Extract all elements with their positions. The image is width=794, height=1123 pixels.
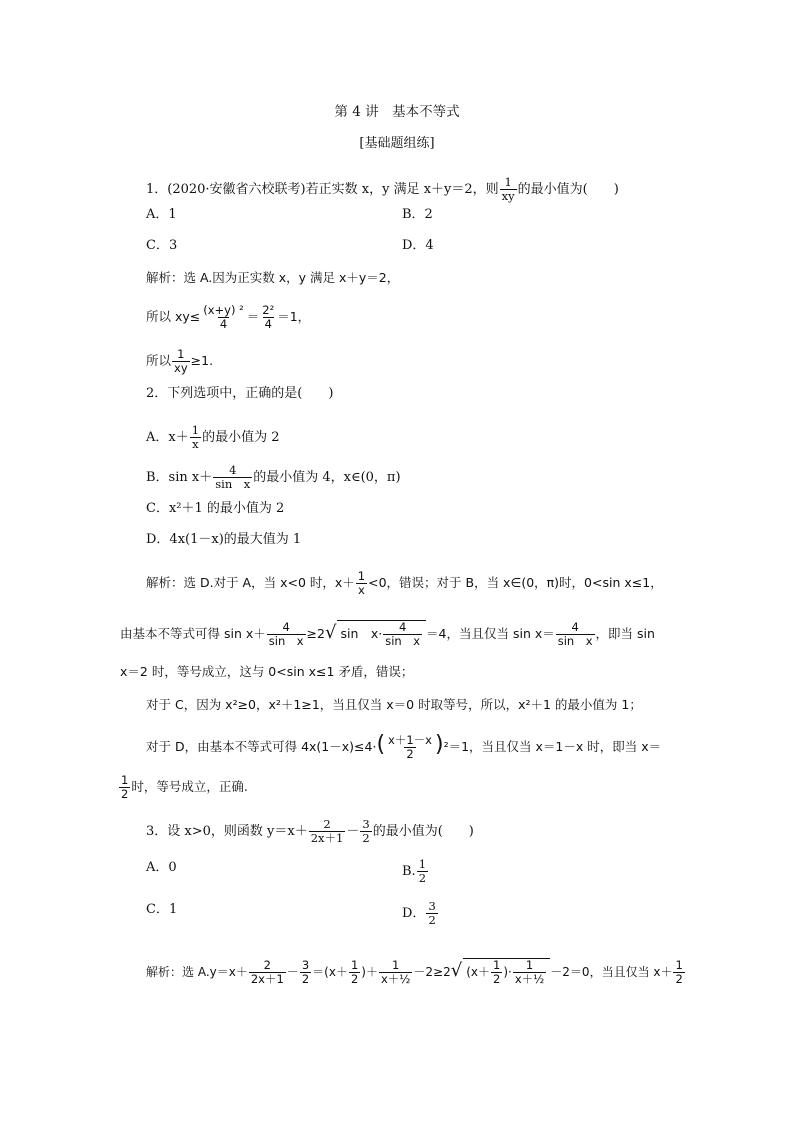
q1-option-b: B．2 xyxy=(402,207,433,222)
q3-stem-fraction-1: $\frac{2}{2x+1}$ xyxy=(310,817,344,845)
q1-option-a: A．1 xyxy=(146,207,177,222)
q2-solution-line5: 对于 D，由基本不等式可得 4x(1－x)≤4·( $\frac{x+1-x}{2}$ )²＝1，当且仅当 x＝1－x 时，即当 x＝ xyxy=(146,732,662,761)
q3-sol-fraction-6: $\frac{1}{\text{x＋½}}$ xyxy=(514,958,545,986)
q2-option-a-fraction: $\frac{1}{x}$ xyxy=(191,423,200,451)
q3-sol-fraction-1: $\frac{2}{2x+1}$ xyxy=(250,958,284,986)
q3-sol-fraction-4: $\frac{1}{\text{x＋½}}$ xyxy=(380,958,411,986)
q1-stem-tail: 的最小值为( ) xyxy=(517,182,619,197)
q3-option-c: C．1 xyxy=(146,902,178,917)
q2-solution-line2: 由基本不等式可得 sin x＋ $\frac{4}{\text{sin x}}$ ≥2√ sin x· $\frac{4}{\text{sin x}}$ ＝4，当且仅当 sin x＝ $\frac{4}{\text{sin x}}$ ，即当 sin xyxy=(120,620,655,648)
q1-option-c: C．3 xyxy=(146,238,178,253)
q1-solution-line3: 所以 $\frac{1}{xy}$ ≥1. xyxy=(146,347,214,375)
q2-option-b-fraction: $\frac{4}{\text{sin x}}$ xyxy=(215,463,251,491)
q2-sqrt-expression: sin x· $\frac{4}{\text{sin x}}$ xyxy=(337,620,426,648)
q1-sol-fraction-1: $\frac{\text{(x+y) ²}}{4}$ xyxy=(203,303,244,331)
q2-sol-fraction-2: $\frac{4}{\text{sin x}}$ xyxy=(268,620,304,648)
q1-sol-fraction-2: $\frac{\text{2²}}{4}$ xyxy=(262,303,275,331)
right-paren: ) xyxy=(434,732,444,757)
q2-solution-line4: 对于 C，因为 x²≥0，x²＋1≥1，当且仅当 x＝0 时取等号，所以，x²＋1 的最小值为 1； xyxy=(146,697,642,712)
q2-sol-fraction-1: $\frac{1}{x}$ xyxy=(357,569,366,597)
q3-sol-fraction-5: $\frac{1}{2}$ xyxy=(493,958,501,986)
q1-sol-fraction-3: $\frac{1}{xy}$ xyxy=(174,347,188,375)
q3-sol-fraction-7: $\frac{1}{2}$ xyxy=(675,958,683,986)
q3-stem-fraction-2: $\frac{3}{2}$ xyxy=(362,817,370,845)
q3-option-d: D． $\frac{3}{2}$ xyxy=(402,899,436,927)
q3-option-b: B. $\frac{1}{2}$ xyxy=(402,857,427,885)
q2-sol-fraction-5: $\frac{x+1-x}{2}$ xyxy=(388,733,432,761)
section-subtitle: [基础题组练] xyxy=(359,136,435,151)
q1-solution-line1: 解析：选 A.因为正实数 x，y 满足 x＋y＝2， xyxy=(146,270,400,285)
q2-option-b: B．sin x＋ $\frac{4}{\text{sin x}}$ 的最小值为 4，x∈(0，π) xyxy=(146,463,401,491)
q1-fraction: $\frac{1}{xy}$ xyxy=(501,175,515,203)
q2-solution-line6: $\frac{1}{2}$ 时，等号成立，正确. xyxy=(121,773,248,801)
q3-solution-line1: 解析：选 A.y＝x＋ $\frac{2}{2x+1}$ － $\frac{3}{2}$ ＝(x＋ $\frac{1}{2}$ )＋ $\frac{1}{\text{x＋½}}$ －2≥2√ (x＋ $\frac{1}{2}$ )· $\frac{1}{\text{x＋½}}$ －2＝0，当且仅当 x＋ $\frac{1}{2}$ xyxy=(146,958,683,986)
radical-sign: √ xyxy=(324,622,337,643)
page-title: 第 4 讲 基本不等式 xyxy=(334,104,460,120)
q1-stem-text: 1．(2020·安徽省六校联考)若正实数 x，y 满足 x＋y＝2，则 xyxy=(146,182,499,197)
q1-option-d: D．4 xyxy=(402,238,434,253)
q3-sol-fraction-3: $\frac{1}{2}$ xyxy=(350,958,359,986)
q2-option-c: C．x²＋1 的最小值为 2 xyxy=(146,501,285,516)
q1-stem xyxy=(146,176,619,203)
q3-option-d-fraction: $\frac{3}{2}$ xyxy=(428,899,436,927)
q2-sol-fraction-3: $\frac{4}{\text{sin x}}$ xyxy=(385,620,421,648)
q3-option-b-fraction: $\frac{1}{2}$ xyxy=(418,857,427,885)
q2-solution-line1: 解析：选 D.对于 A，当 x<0 时，x＋ $\frac{1}{x}$ <0，错误；对于 B，当 x∈(0，π)时，0<sin x≤1， xyxy=(146,569,663,597)
q2-option-a: A．x＋ $\frac{1}{x}$ 的最小值为 2 xyxy=(146,423,280,451)
q3-sol-fraction-2: $\frac{3}{2}$ xyxy=(301,958,310,986)
q3-stem: 3．设 x>0，则函数 y＝x＋ $\frac{2}{2x+1}$ － $\frac{3}{2}$ 的最小值为( ) xyxy=(146,817,474,845)
q2-sol-fraction-4: $\frac{4}{\text{sin x}}$ xyxy=(557,620,593,648)
q2-option-d: D．4x(1－x)的最大值为 1 xyxy=(146,532,302,547)
q2-stem: 2．下列选项中，正确的是( ) xyxy=(146,386,334,401)
q3-sqrt-expression: (x＋ $\frac{1}{2}$ )· $\frac{1}{\text{x＋½}}$ xyxy=(463,958,550,986)
q2-sol-fraction-6: $\frac{1}{2}$ xyxy=(121,773,129,801)
left-paren: ( xyxy=(376,732,386,757)
radical-sign: √ xyxy=(450,960,463,981)
q3-option-a: A．0 xyxy=(146,860,177,875)
q2-solution-line3: x＝2 时，等号成立，这与 0<sin x≤1 矛盾，错误； xyxy=(120,664,414,679)
q1-solution-line2: 所以 xy≤ $\frac{\text{(x+y) ²}}{4}$ ＝ $\frac{\text{2²}}{4}$ ＝1， xyxy=(146,303,311,331)
